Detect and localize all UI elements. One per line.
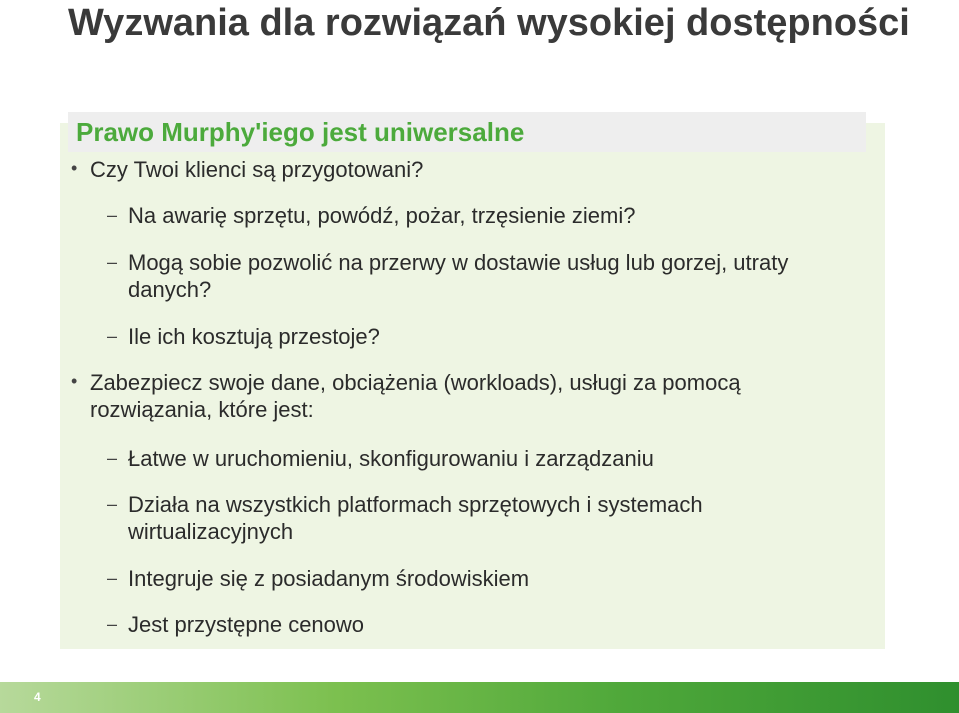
list-item <box>107 249 848 303</box>
bullet-marker: • <box>71 158 78 178</box>
dash-marker: – <box>107 568 118 588</box>
dash-marker: – <box>107 326 118 346</box>
slide-title: Wyzwania dla rozwiązań wysokiej dostępności <box>68 2 910 44</box>
dash-marker: – <box>107 614 118 634</box>
dash-marker: – <box>107 252 118 272</box>
dash-marker: – <box>107 205 118 225</box>
dash-marker: – <box>107 448 118 468</box>
list-item <box>71 156 850 183</box>
list-item <box>107 491 848 545</box>
slide-subtitle: Prawo Murphy'iego jest uniwersalne <box>76 117 525 147</box>
list-item-text: Na awarię sprzętu, powódź, pożar, trzęsienie ziemi? <box>128 203 636 228</box>
list-item <box>107 202 848 229</box>
list-item <box>107 565 848 592</box>
list-item <box>107 611 848 638</box>
list-item-text: Działa na wszystkich platformach sprzętowych i systemach wirtualizacyjnych <box>128 492 703 544</box>
list-item <box>107 323 848 350</box>
list-item-text: Czy Twoi klienci są przygotowani? <box>90 157 424 182</box>
list-item-text: Mogą sobie pozwolić na przerwy w dostawie usług lub gorzej, utraty danych? <box>128 250 789 302</box>
bullet-marker: • <box>71 371 78 391</box>
list-item-text: Ile ich kosztują przestoje? <box>128 324 380 349</box>
page-number: 4 <box>34 690 41 704</box>
dash-marker: – <box>107 494 118 514</box>
footer-bar <box>0 682 959 713</box>
list-item-text: Zabezpiecz swoje dane, obciążenia (workloads), usługi za pomocą rozwiązania, które jest: <box>90 370 741 422</box>
list-item-text: Łatwe w uruchomieniu, skonfigurowaniu i zarządzaniu <box>128 446 654 471</box>
list-item <box>107 445 848 472</box>
list-item-text: Integruje się z posiadanym środowiskiem <box>128 566 530 591</box>
list-item-text: Jest przystępne cenowo <box>128 612 365 637</box>
list-item <box>71 369 850 423</box>
